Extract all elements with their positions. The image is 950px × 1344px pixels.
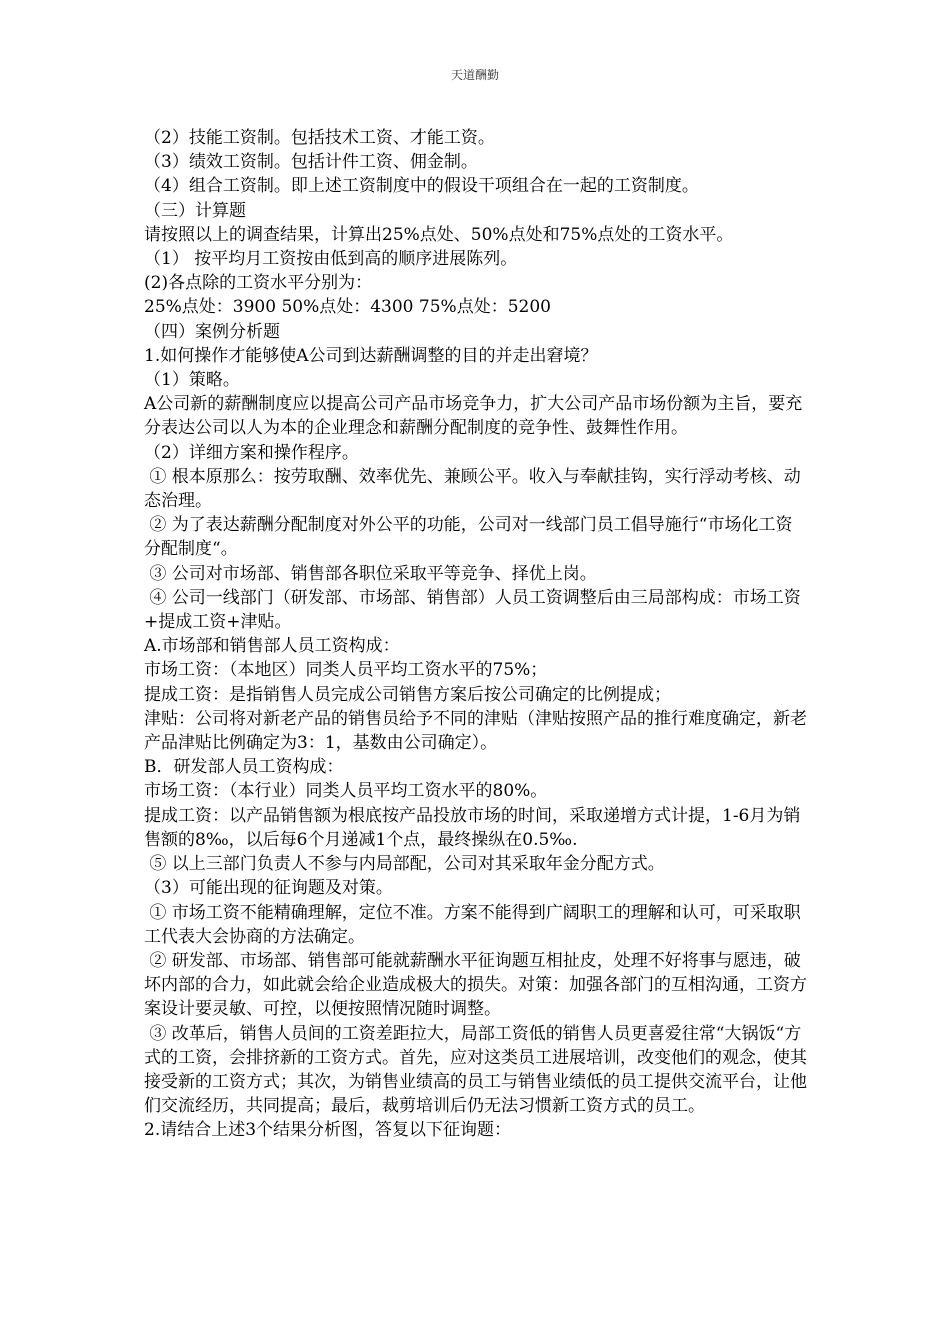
- paragraph: （3）绩效工资制。包括计件工资、佣金制。: [144, 152, 478, 173]
- paragraph: 请按照以上的调查结果，计算出25%点处、50%点处和75%点处的工资水平。: [144, 224, 734, 245]
- section-heading: （三）计算题: [144, 200, 246, 221]
- paragraph: 市场工资：（本行业）同类人员平均工资水平的80%。: [144, 781, 548, 802]
- paragraph: ④ 公司一线部门（研发部、市场部、销售部）人员工资调整后由三局部构成：市场工资+提成工资+津贴。: [144, 587, 801, 633]
- section-heading: （四）案例分析题: [144, 321, 280, 342]
- paragraph: （1） 按平均月工资按由低到高的顺序进展陈列。: [144, 249, 518, 270]
- paragraph: B．研发部人员工资构成：: [144, 757, 344, 778]
- paragraph: （1）策略。: [144, 370, 240, 391]
- question: 1.如何操作才能够使A公司到达薪酬调整的目的并走出窘境？: [144, 345, 598, 366]
- paragraph: （3）可能出现的征询题及对策。: [144, 878, 393, 899]
- document-body: [144, 126, 808, 1143]
- paragraph: (2)各点除的工资水平分别为：: [144, 273, 373, 294]
- paragraph: 津贴：公司将对新老产品的销售员给予不同的津贴（津贴按照产品的推行难度确定，新老产品津贴比例确定为3：1，基数由公司确定）。: [144, 708, 807, 754]
- paragraph: 市场工资：（本地区）同类人员平均工资水平的75%；: [144, 660, 548, 681]
- page-header: 天道酬勤: [450, 68, 499, 82]
- paragraph: A公司新的薪酬制度应以提高公司产品市场竞争力，扩大公司产品市场份额为主旨，要充分表达公司以人为本的企业理念和薪酬分配制度的竞争性、鼓舞性作用。: [144, 394, 803, 439]
- paragraph: ② 为了表达薪酬分配制度对外公平的功能，公司对一线部门员工倡导施行“市场化工资分配制度“。: [144, 515, 793, 560]
- paragraph: ① 市场工资不能精确理解，定位不准。方案不能得到广阔职工的理解和认可，可采取职工代表大会协商的方法确定。: [144, 902, 801, 947]
- paragraph: ③ 改革后，销售人员间的工资差距拉大，局部工资低的销售人员更喜爱往常“大锅饭“方式的工资，会排挤新的工资方式。首先，应对这类员工进展培训，改变他们的观念，使其接受新的工资方式；其次，为销售业绩高的员工与销售业绩低的员工提供交流平台，让他们交流经历，共同提高；最后，裁剪培训后仍无法习惯新工资方式的员工。: [144, 1023, 807, 1117]
- paragraph: ⑤ 以上三部门负责人不参与内局部配，公司对其采取年金分配方式。: [144, 854, 665, 875]
- paragraph: ② 研发部、市场部、销售部可能就薪酬水平征询题互相扯皮，处理不好将事与愿违，破坏内部的合力，如此就会给企业造成极大的损失。对策：加强各部门的互相沟通，工资方案设计要灵敏、可控，以便按照情况随时调整。: [144, 950, 807, 1020]
- paragraph: ① 根本原那么：按劳取酬、效率优先、兼顾公平。收入与奉献挂钩，实行浮动考核、动态治理。: [144, 466, 801, 512]
- question: 2.请结合上述3个结果分析图，答复以下征询题：: [144, 1120, 512, 1141]
- paragraph: （4）组合工资制。即上述工资制度中的假设干项组合在一起的工资制度。: [144, 176, 699, 197]
- paragraph: A.市场部和销售部人员工资构成：: [144, 636, 400, 657]
- paragraph: （2）详细方案和操作程序。: [144, 442, 359, 463]
- paragraph: 25%点处：3900 50%点处：4300 75%点处：5200: [144, 297, 551, 318]
- paragraph: 提成工资：以产品销售额为根底按产品投放市场的时间，采取递增方式计提，1-6月为销售额的8‰，以后每6个月递减1个点，最终操纵在0.5‰.: [144, 805, 801, 850]
- paragraph: 提成工资：是指销售人员完成公司销售方案后按公司确定的比例提成；: [144, 684, 671, 705]
- paragraph: ③ 公司对市场部、销售部各职位采取平等竞争、择优上岗。: [144, 563, 597, 584]
- paragraph: （2）技能工资制。包括技术工资、才能工资。: [144, 128, 495, 148]
